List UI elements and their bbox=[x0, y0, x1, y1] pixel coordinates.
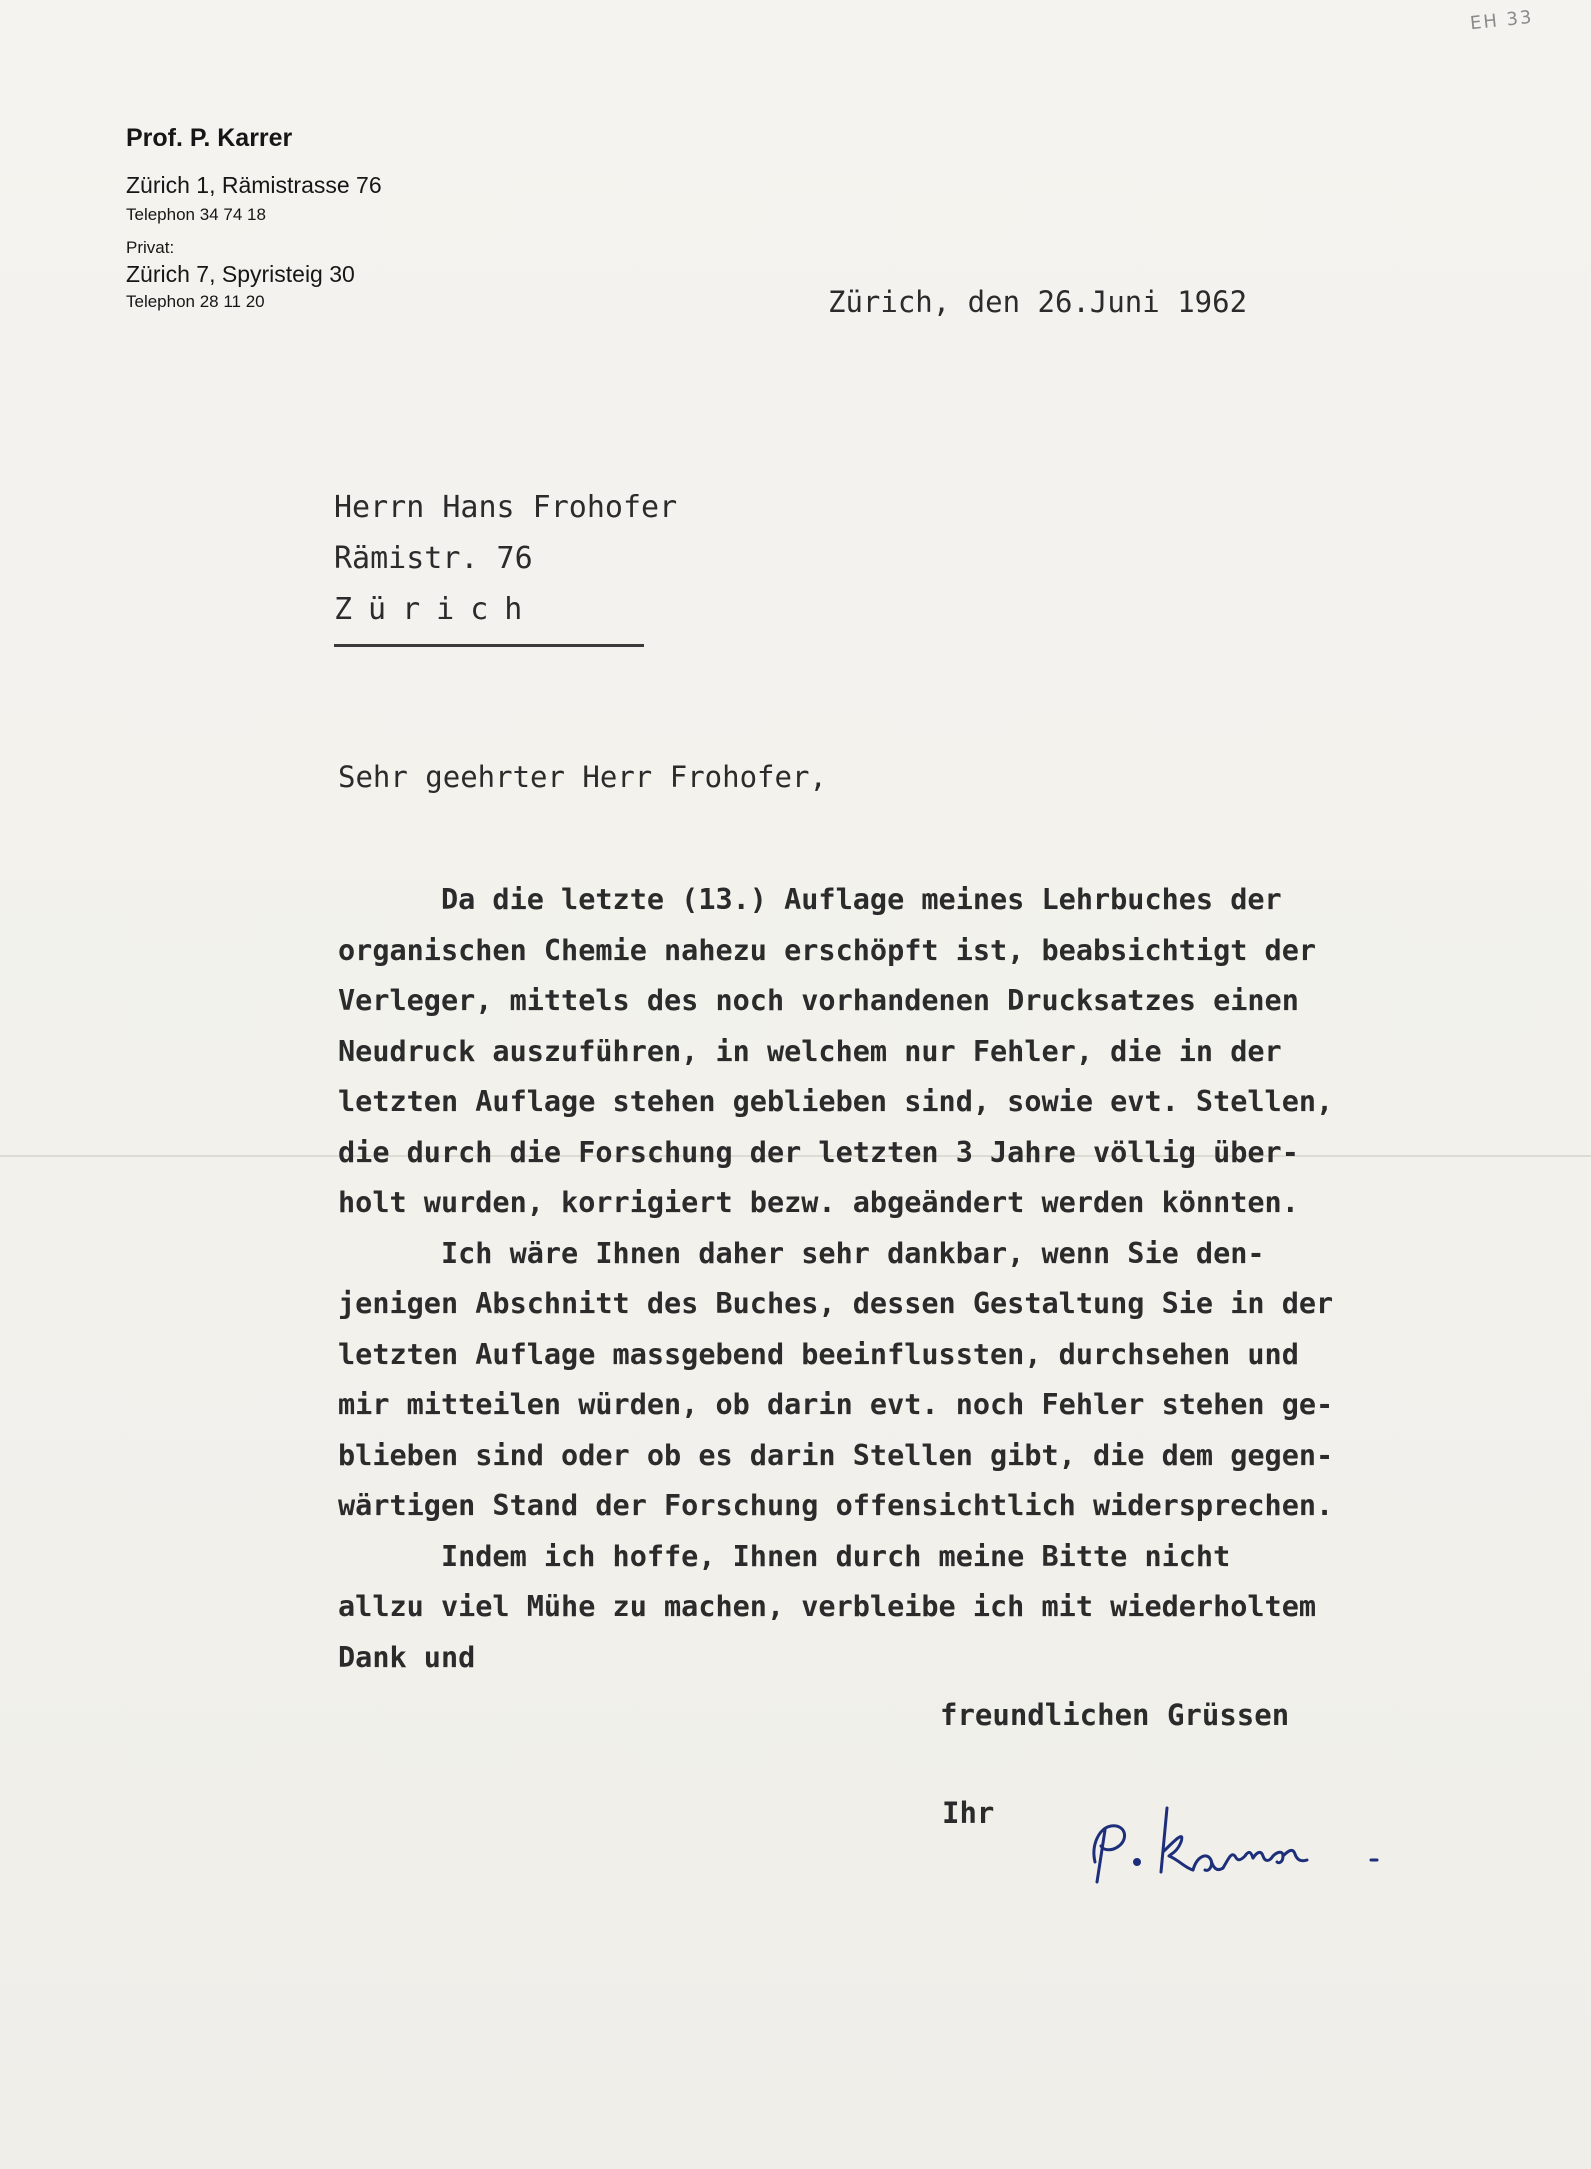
body-line: Da die letzte (13.) Auflage meines Lehrbuches der bbox=[338, 883, 1282, 916]
closing-word: Ihr bbox=[942, 1796, 995, 1830]
body-line: allzu viel Mühe zu machen, verbleibe ich mit wiederholtem bbox=[338, 1590, 1317, 1623]
letterhead-private-phone: Telephon 28 11 20 bbox=[126, 292, 265, 311]
signature bbox=[1085, 1790, 1385, 1900]
recipient-name: Herrn Hans Frohofer bbox=[334, 490, 678, 525]
letterhead-name: Prof. P. Karrer bbox=[126, 124, 293, 152]
letter-date: Zürich, den 26.Juni 1962 bbox=[828, 285, 1248, 319]
body-line: letzten Auflage stehen geblieben sind, sowie evt. Stellen, bbox=[338, 1085, 1334, 1118]
body-line: Dank und bbox=[338, 1640, 476, 1674]
body-line: Neudruck auszuführen, in welchem nur Fehler, die in der bbox=[338, 1034, 1282, 1068]
letterhead-private-address: Zürich 7, Spyristeig 30 bbox=[126, 261, 355, 287]
body-line: die durch die Forschung der letzten 3 Jahre völlig über- bbox=[338, 1135, 1299, 1169]
body-line: mir mitteilen würden, ob darin evt. noch Fehler stehen ge- bbox=[338, 1388, 1334, 1421]
body-line: Verleger, mittels des noch vorhandenen Drucksatzes einen bbox=[338, 984, 1299, 1017]
body-line: organischen Chemie nahezu erschöpft ist, beabsichtigt der bbox=[338, 933, 1317, 967]
body-line: holt wurden, korrigiert bezw. abgeändert werden könnten. bbox=[338, 1186, 1299, 1219]
body-line: wärtigen Stand der Forschung offensichtlich widersprechen. bbox=[338, 1489, 1334, 1522]
archive-mark: EH 33 bbox=[1469, 6, 1535, 35]
closing-greeting: freundlichen Grüssen bbox=[940, 1698, 1290, 1732]
letter-body bbox=[338, 875, 1538, 1683]
body-line: Indem ich hoffe, Ihnen durch meine Bitte nicht bbox=[338, 1539, 1231, 1573]
body-line: Ich wäre Ihnen daher sehr dankbar, wenn Sie den- bbox=[338, 1236, 1265, 1270]
body-line: blieben sind oder ob es darin Stellen gibt, die dem gegen- bbox=[338, 1438, 1334, 1472]
letterhead-private-label: Privat: bbox=[126, 238, 175, 257]
letterhead-office-address: Zürich 1, Rämistrasse 76 bbox=[126, 172, 382, 198]
recipient-street: Rämistr. 76 bbox=[334, 541, 533, 576]
salutation: Sehr geehrter Herr Frohofer, bbox=[338, 760, 827, 794]
letterhead-office-phone: Telephon 34 74 18 bbox=[126, 205, 266, 224]
recipient-city: Zürich bbox=[334, 592, 539, 627]
body-line: letzten Auflage massgebend beeinflussten, durchsehen und bbox=[338, 1337, 1299, 1371]
city-underline bbox=[334, 644, 644, 647]
body-line: jenigen Abschnitt des Buches, dessen Gestaltung Sie in der bbox=[338, 1287, 1334, 1320]
